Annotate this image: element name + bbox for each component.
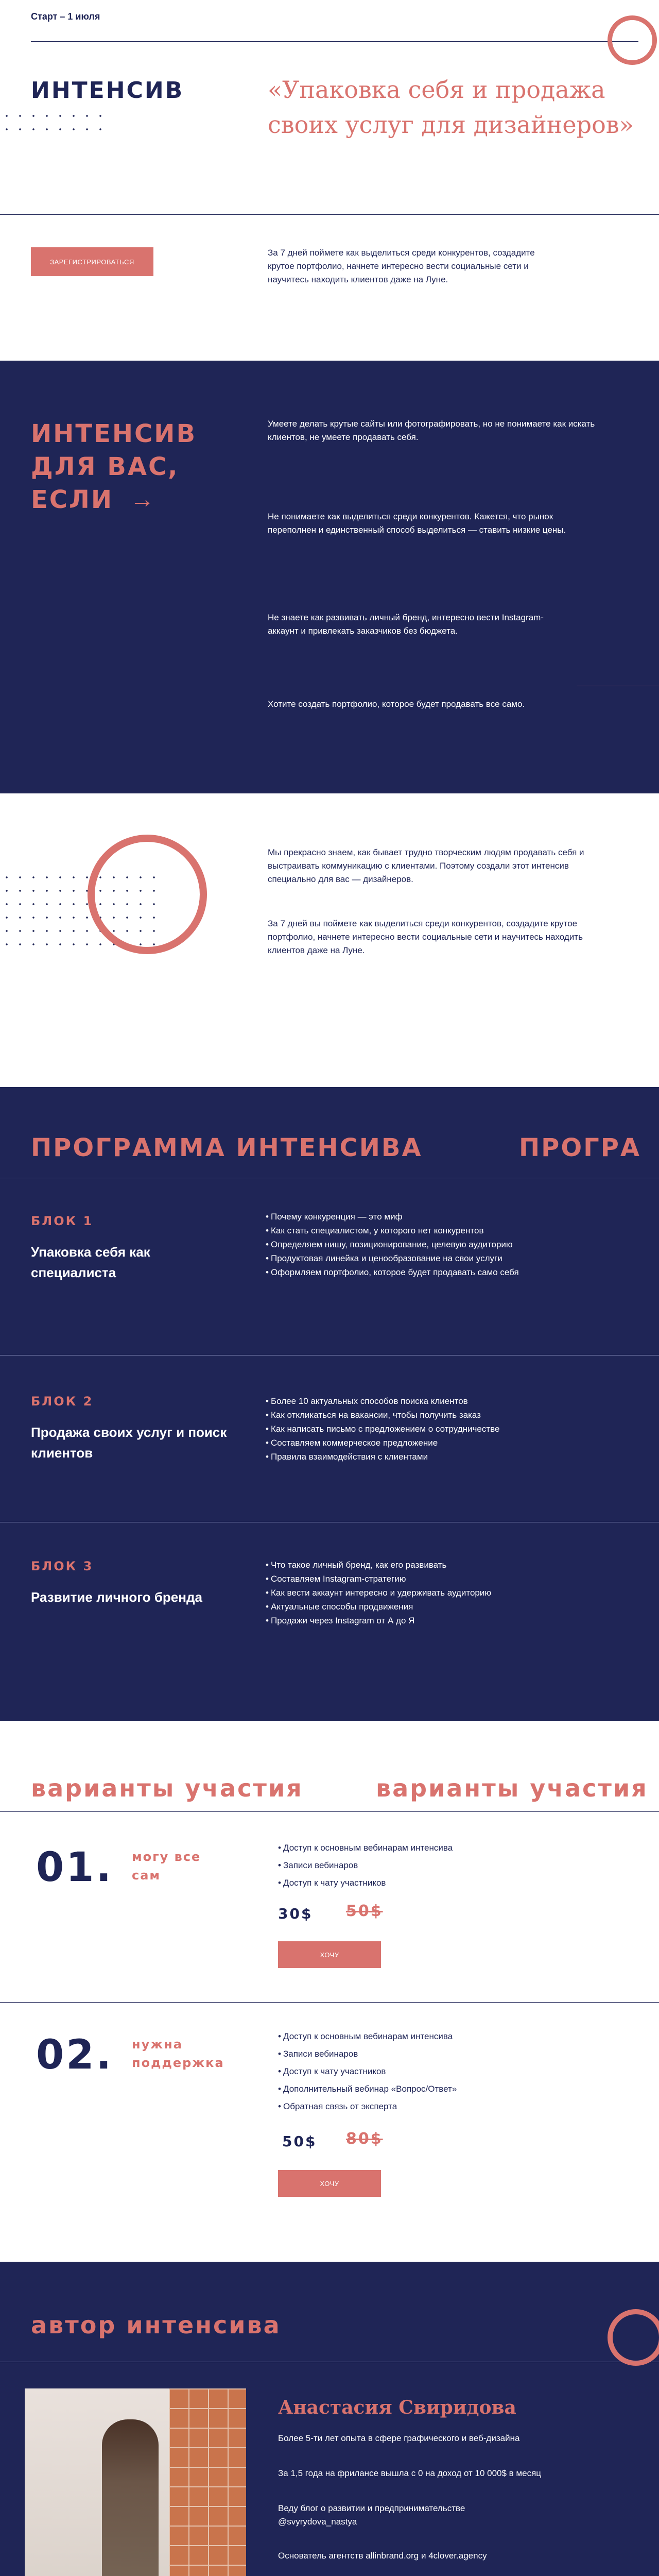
list-item: • Как вести аккаунт интересно и удерживать аудиторию bbox=[266, 1586, 595, 1600]
block-items bbox=[266, 1394, 595, 1464]
block-items bbox=[266, 1210, 595, 1279]
list-item: • Продажи через Instagram от А до Я bbox=[266, 1614, 595, 1628]
hero-dots bbox=[0, 109, 103, 138]
for-you-title-2: ДЛЯ ВАС, bbox=[31, 452, 179, 481]
list-item: • Доступ к чату участников bbox=[278, 2063, 535, 2080]
block-title: Развитие личного бренда bbox=[31, 1589, 202, 1605]
for-you-item-4: Хотите создать портфолио, которое будет продавать все само. bbox=[268, 699, 525, 709]
list-item: • Как откликаться на вакансии, чтобы получить заказ bbox=[266, 1408, 595, 1422]
list-item: • Правила взаимодействия с клиентами bbox=[266, 1450, 595, 1464]
about-paragraph-2: За 7 дней вы поймете как выделиться среди конкурентов, создадите крутое портфолио, начнете интересно вести социальные сети и научитесь находить клиентов даже на Луне. bbox=[268, 919, 583, 955]
list-item: • Определяем нишу, позиционирование, целевую аудиторию bbox=[266, 1238, 533, 1251]
plan-name: могу все сам bbox=[132, 1850, 201, 1883]
hero bbox=[0, 52, 659, 361]
plan-price: 30$ bbox=[278, 1905, 313, 1922]
block-items bbox=[266, 1558, 595, 1628]
for-you-item-1: Умеете делать крутые сайты или фотографировать, но не понимаете как искать клиентов, не умеете продавать себя. bbox=[268, 419, 595, 442]
author bbox=[0, 2262, 659, 2576]
for-you-title-3: ЕСЛИ bbox=[31, 485, 114, 514]
list-item: • Более 10 актуальных способов поиска клиентов bbox=[266, 1394, 595, 1408]
list-item: • Составляем коммерческое предложение bbox=[266, 1436, 595, 1450]
plan-buy-button[interactable]: ХОЧУ bbox=[278, 2170, 381, 2197]
list-item: • Актуальные способы продвижения bbox=[266, 1600, 595, 1614]
list-item: • Составляем Instagram-стратегию bbox=[266, 1572, 595, 1586]
arrow-right-icon: → bbox=[130, 486, 154, 513]
options bbox=[0, 1721, 659, 2262]
for-you-title-1: ИНТЕНСИВ bbox=[31, 419, 197, 448]
options-marquee: варианты участия bbox=[31, 1774, 303, 1802]
start-label: Старт – 1 июля bbox=[31, 11, 100, 22]
author-fact: За 1,5 года на фрилансе вышла с 0 на доход от 10 000$ в месяц bbox=[278, 2468, 542, 2478]
about-paragraph-1: Мы прекрасно знаем, как бывает трудно творческим людям продавать себя и выстраивать коммуникацию с клиентами. Поэтому создали этот интенсив специально для вас — дизайнеров. bbox=[268, 848, 584, 884]
author-fact: Основатель агентств allinbrand.org и 4clover.agency bbox=[278, 2551, 487, 2561]
list-item: • Оформляем портфолио, которое будет продавать само себя bbox=[266, 1265, 595, 1279]
about bbox=[0, 793, 659, 1087]
options-divider-2 bbox=[0, 2002, 659, 2003]
block-label: БЛОК 2 bbox=[31, 1394, 94, 1409]
hero-badge: ИНТЕНСИВ bbox=[31, 77, 184, 104]
program-marquee: ПРОГРАММА ИНТЕНСИВА bbox=[31, 1133, 423, 1162]
author-photo bbox=[25, 2388, 246, 2576]
author-fact: Веду блог о развитии и предпринимательстве @svyrydova_nastya bbox=[278, 2503, 465, 2527]
options-divider bbox=[0, 1811, 659, 1812]
list-item: • Что такое личный бренд, как его развивать bbox=[266, 1558, 595, 1572]
block-label: БЛОК 3 bbox=[31, 1559, 94, 1573]
plan-features bbox=[278, 1839, 535, 1892]
hero-title: «Упаковка себя и продажа своих услуг для дизайнеров» bbox=[268, 76, 634, 139]
plan-buy-button[interactable]: ХОЧУ bbox=[278, 1941, 381, 1968]
for-you bbox=[0, 361, 659, 793]
program bbox=[0, 1087, 659, 1721]
header bbox=[0, 0, 659, 52]
plan-old-price: 50$ bbox=[346, 1902, 383, 1920]
options-marquee-repeat: варианты участия bbox=[376, 1774, 648, 1802]
author-ring bbox=[608, 2309, 659, 2366]
plan-old-price: 80$ bbox=[346, 2130, 383, 2148]
hero-divider bbox=[0, 214, 659, 215]
block-title: Продажа своих услуг и поиск клиентов bbox=[31, 1425, 227, 1461]
list-item: • Продуктовая линейка и ценообразование на свои услуги bbox=[266, 1251, 595, 1265]
register-button[interactable]: ЗАРЕГИСТРИРОВАТЬСЯ bbox=[31, 247, 153, 276]
program-marquee-repeat: ПРОГРА bbox=[519, 1133, 641, 1162]
photo-tiles bbox=[169, 2388, 246, 2576]
author-name: Анастасия Свиридова bbox=[278, 2397, 516, 2418]
about-ring bbox=[88, 835, 207, 954]
plan-name: нужна поддержка bbox=[132, 2037, 224, 2070]
list-item: • Доступ к основным вебинарам интенсива bbox=[278, 1839, 535, 1857]
list-item: • Доступ к основным вебинарам интенсива bbox=[278, 2028, 535, 2045]
person-figure bbox=[102, 2419, 159, 2576]
plan-price: 50$ bbox=[282, 2133, 317, 2150]
plan-features bbox=[278, 2028, 535, 2115]
author-heading: автор интенсива bbox=[31, 2311, 281, 2339]
plan-number: 02. bbox=[36, 2032, 114, 2078]
plan-number: 01. bbox=[36, 1844, 114, 1891]
block-title: Упаковка себя как специалиста bbox=[31, 1244, 150, 1280]
list-item: • Как написать письмо с предложением о сотрудничестве bbox=[266, 1422, 595, 1436]
list-item: • Записи вебинаров bbox=[278, 1857, 535, 1874]
list-item: • Обратная связь от эксперта bbox=[278, 2098, 535, 2115]
list-item: • Дополнительный вебинар «Вопрос/Ответ» bbox=[278, 2080, 535, 2098]
for-you-item-2: Не понимаете как выделиться среди конкурентов. Кажется, что рынок переполнен и единственный способ выделиться — ставить низкие цены. bbox=[268, 512, 566, 535]
list-item: • Как стать специалистом, у которого нет конкурентов bbox=[266, 1224, 595, 1238]
author-fact: Более 5-ти лет опыта в сфере графического и веб-дизайна bbox=[278, 2433, 520, 2443]
list-item: • Записи вебинаров bbox=[278, 2045, 535, 2063]
list-item: • Почему конкуренция — это миф bbox=[266, 1210, 595, 1224]
hero-description: За 7 дней поймете как выделиться среди конкурентов, создадите крутое портфолио, начнете интересно вести социальные сети и научитесь находить клиентов даже на Луне. bbox=[268, 248, 535, 284]
list-item: • Доступ к чату участников bbox=[278, 1874, 535, 1892]
block-label: БЛОК 1 bbox=[31, 1214, 94, 1228]
header-divider bbox=[31, 41, 638, 42]
for-you-item-3: Не знаете как развивать личный бренд, интересно вести Instagram-аккаунт и привлекать заказчиков без бюджета. bbox=[268, 613, 544, 636]
